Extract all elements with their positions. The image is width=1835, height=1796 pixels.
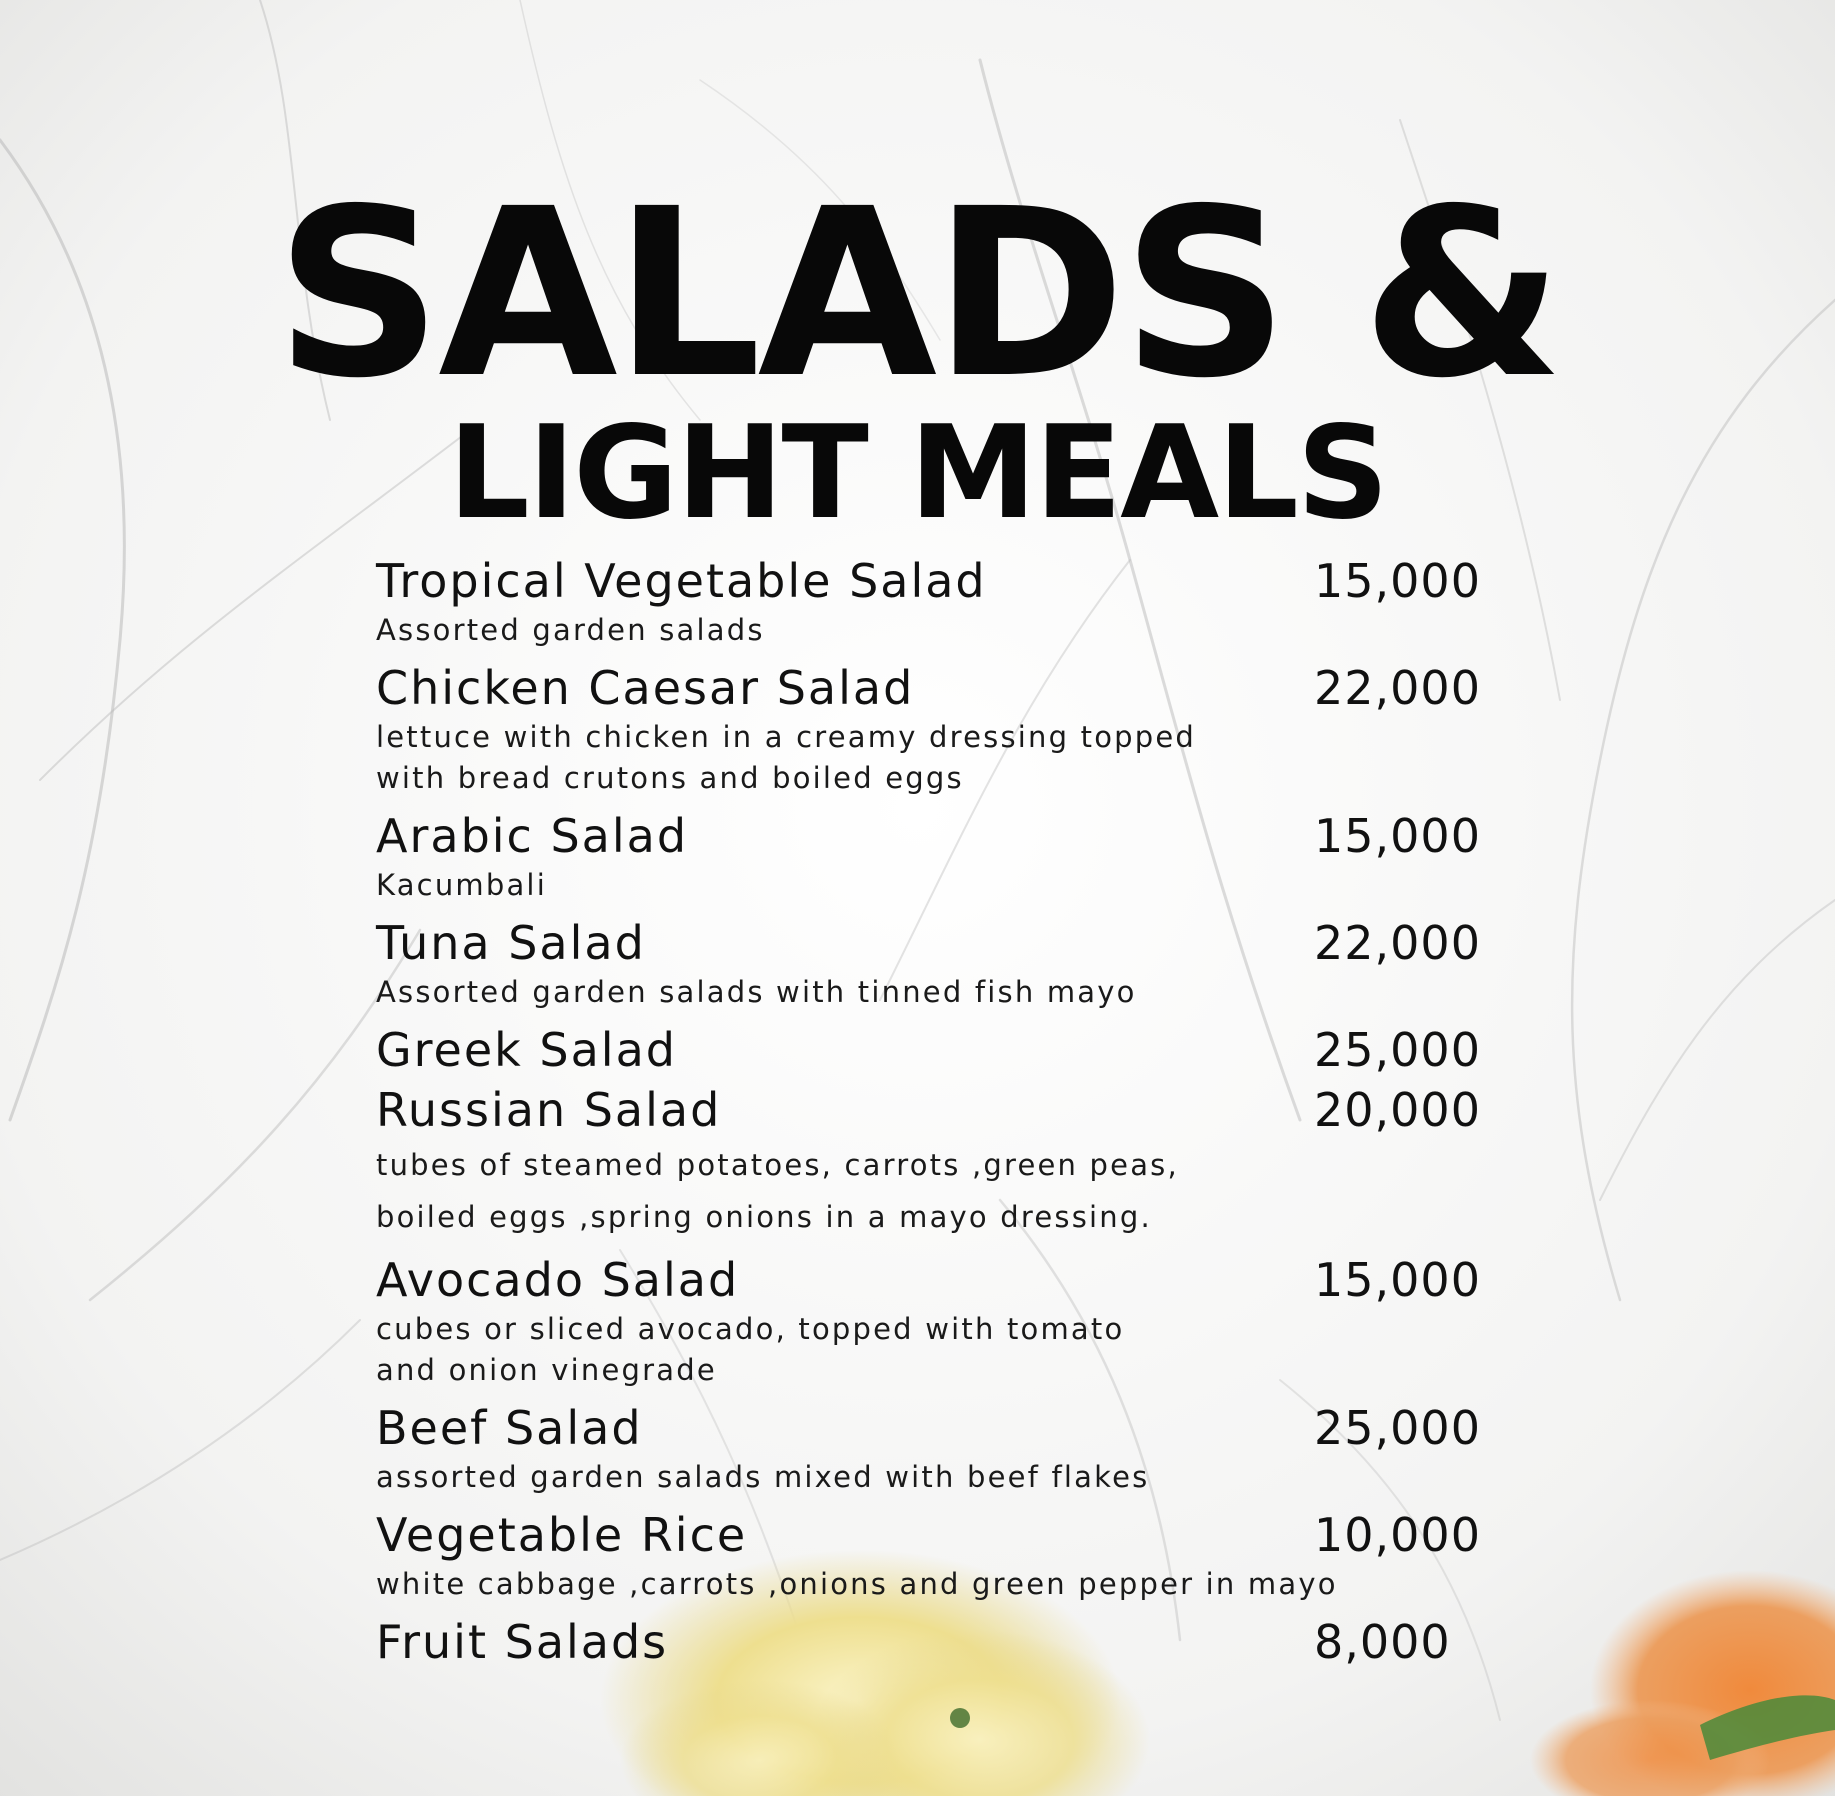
menu-list xyxy=(376,552,1481,1671)
item-price: 22,000 xyxy=(1314,661,1481,715)
item-description: Assorted garden salads xyxy=(376,613,765,647)
item-description: Assorted garden salads with tinned fish mayo xyxy=(376,975,1137,1009)
item-price: 15,000 xyxy=(1314,1253,1481,1307)
menu-item xyxy=(376,1021,1481,1079)
item-name: Tropical Vegetable Salad xyxy=(376,554,987,608)
item-name: Fruit Salads xyxy=(376,1615,669,1669)
item-description: lettuce with chicken in a creamy dressing topped xyxy=(376,720,1197,754)
item-name: Vegetable Rice xyxy=(376,1508,748,1562)
page-title: SALADS & xyxy=(275,159,1560,429)
item-description: assorted garden salads mixed with beef flakes xyxy=(376,1460,1150,1494)
item-price: 15,000 xyxy=(1314,554,1481,608)
item-name: Beef Salad xyxy=(376,1401,643,1455)
item-name: Chicken Caesar Salad xyxy=(376,661,915,715)
item-price: 10,000 xyxy=(1314,1508,1481,1562)
item-name: Greek Salad xyxy=(376,1023,677,1077)
item-description: and onion vinegrade xyxy=(376,1353,717,1387)
menu-item xyxy=(376,1081,1481,1243)
item-description: Kacumbali xyxy=(376,868,547,902)
item-price: 25,000 xyxy=(1314,1023,1481,1077)
item-description: with bread crutons and boiled eggs xyxy=(376,761,964,795)
item-description: white cabbage ,carrots ,onions and green pepper in mayo xyxy=(376,1567,1338,1601)
menu-item xyxy=(376,914,1481,1013)
item-price: 15,000 xyxy=(1314,809,1481,863)
page-subtitle: LIGHT MEALS xyxy=(448,399,1387,548)
item-name: Tuna Salad xyxy=(376,916,646,970)
menu-item xyxy=(376,659,1481,799)
item-name: Avocado Salad xyxy=(376,1253,740,1307)
menu-item xyxy=(376,1251,1481,1391)
menu-item xyxy=(376,1399,1481,1498)
item-name: Arabic Salad xyxy=(376,809,689,863)
item-price: 25,000 xyxy=(1314,1401,1481,1455)
menu-item xyxy=(376,1613,1476,1671)
menu-item xyxy=(376,807,1481,906)
item-description: tubes of steamed potatoes, carrots ,green peas, xyxy=(376,1148,1179,1182)
item-description: boiled eggs ,spring onions in a mayo dressing. xyxy=(376,1200,1152,1234)
item-description: cubes or sliced avocado, topped with tomato xyxy=(376,1312,1125,1346)
item-price: 22,000 xyxy=(1314,916,1481,970)
item-name: Russian Salad xyxy=(376,1083,722,1137)
item-price: 8,000 xyxy=(1314,1615,1451,1669)
menu-item xyxy=(376,552,1481,651)
item-price: 20,000 xyxy=(1314,1083,1481,1137)
menu-item xyxy=(376,1506,1481,1605)
